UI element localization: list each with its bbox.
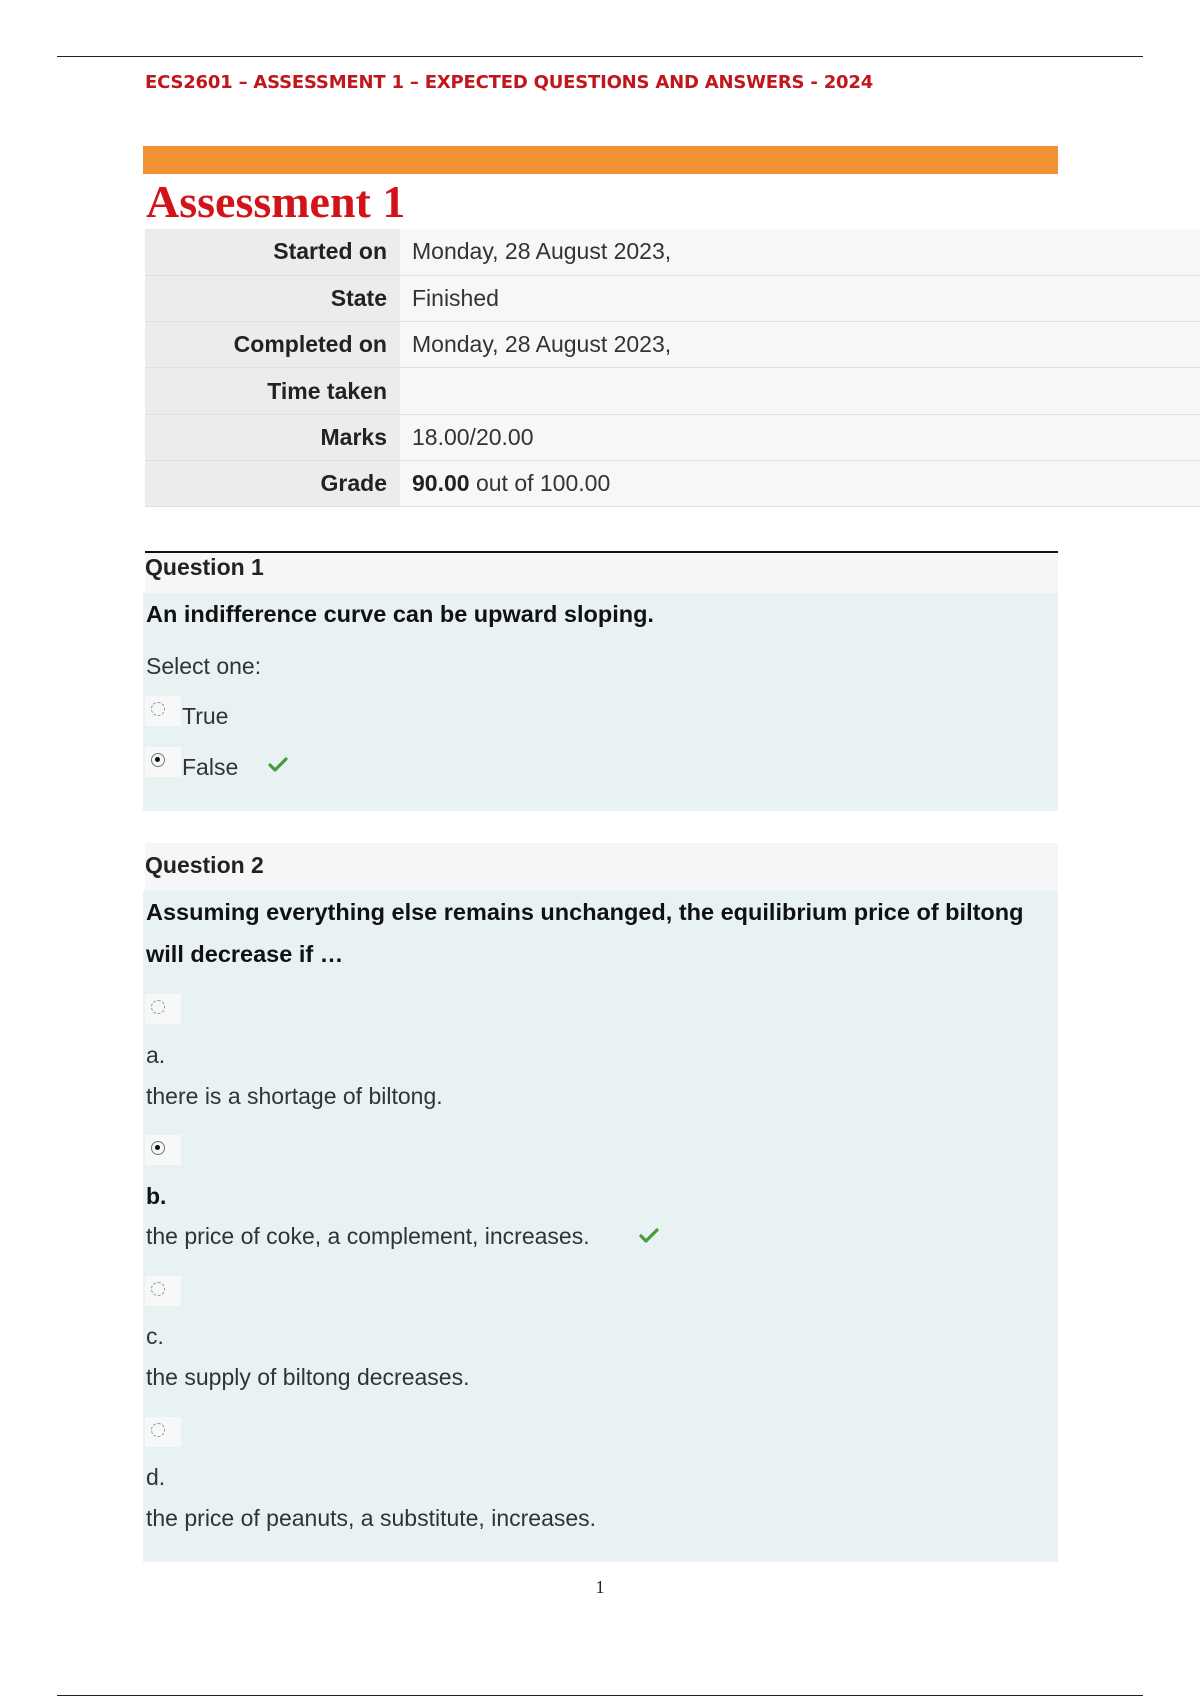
state-label: State <box>145 275 400 321</box>
correct-checkmark-icon <box>639 1228 659 1244</box>
summary-row-state <box>145 275 1200 321</box>
option-a-radio-box[interactable] <box>145 994 181 1024</box>
option-c-letter: c. <box>146 1323 164 1349</box>
top-rule <box>57 56 1143 57</box>
option-true-label[interactable]: True <box>182 703 229 729</box>
option-false-radio-box[interactable] <box>145 747 181 777</box>
option-c-radio-box[interactable] <box>145 1276 181 1306</box>
summary-row-marks <box>145 414 1200 460</box>
orange-banner <box>143 146 1058 174</box>
option-d-radio-box[interactable] <box>145 1417 181 1447</box>
attempt-summary-table <box>145 229 1200 507</box>
question-1-text: An indifference curve can be upward sloping. <box>146 601 654 627</box>
summary-row-time <box>145 368 1200 414</box>
question-2-header <box>145 843 1058 891</box>
grade-cell <box>400 460 1200 506</box>
assessment-title: Assessment 1 <box>146 176 406 227</box>
option-b-radio-box[interactable] <box>145 1135 181 1165</box>
option-d-text[interactable]: the price of peanuts, a substitute, increases. <box>146 1505 597 1531</box>
option-c-text[interactable]: the supply of biltong decreases. <box>146 1364 470 1390</box>
grade-suffix: out of 100.00 <box>475 470 611 497</box>
select-one-prompt: Select one: <box>146 653 262 679</box>
question-1-label: Question 1 <box>145 554 264 580</box>
bottom-rule <box>57 1695 1143 1696</box>
document-header: ECS2601 – ASSESSMENT 1 – EXPECTED QUESTIONS AND ANSWERS - 2024 <box>145 72 874 93</box>
option-b-text[interactable]: the price of coke, a complement, increases. <box>146 1223 590 1249</box>
option-true-radio-box[interactable] <box>145 696 181 726</box>
summary-row-started <box>145 229 1200 275</box>
radio-unchecked-icon <box>151 1423 165 1437</box>
option-b-letter: b. <box>146 1183 167 1209</box>
correct-checkmark-icon <box>268 757 288 773</box>
option-d-letter: d. <box>146 1464 166 1490</box>
question-2-label: Question 2 <box>145 852 264 878</box>
option-a-letter: a. <box>146 1042 166 1068</box>
question-2-body <box>143 891 1058 1562</box>
completed-value: Monday, 28 August 2023, <box>400 322 1200 368</box>
radio-checked-icon <box>151 753 165 767</box>
question-1-body <box>143 593 1058 811</box>
question-1-header <box>145 553 1058 593</box>
grade-label: Grade <box>145 460 400 506</box>
state-value: Finished <box>400 275 1200 321</box>
started-value: Monday, 28 August 2023, <box>400 229 1200 275</box>
time-taken-label: Time taken <box>145 368 400 414</box>
page-number: 1 <box>595 1577 605 1597</box>
marks-label: Marks <box>145 414 400 460</box>
option-a-text[interactable]: there is a shortage of biltong. <box>146 1083 443 1109</box>
summary-row-completed <box>145 322 1200 368</box>
radio-unchecked-icon <box>151 1282 165 1296</box>
radio-unchecked-icon <box>151 702 165 716</box>
summary-row-grade <box>145 460 1200 506</box>
completed-label: Completed on <box>145 322 400 368</box>
radio-unchecked-icon <box>151 1000 165 1014</box>
option-false-label[interactable]: False <box>182 754 239 780</box>
grade-value: 90.00 <box>412 470 470 497</box>
question-2-text: Assuming everything else remains unchanged, the equilibrium price of biltong will decrease if … <box>146 899 1024 967</box>
marks-value: 18.00/20.00 <box>400 414 1200 460</box>
time-taken-value <box>400 368 1200 414</box>
radio-checked-icon <box>151 1141 165 1155</box>
started-label: Started on <box>145 229 400 275</box>
